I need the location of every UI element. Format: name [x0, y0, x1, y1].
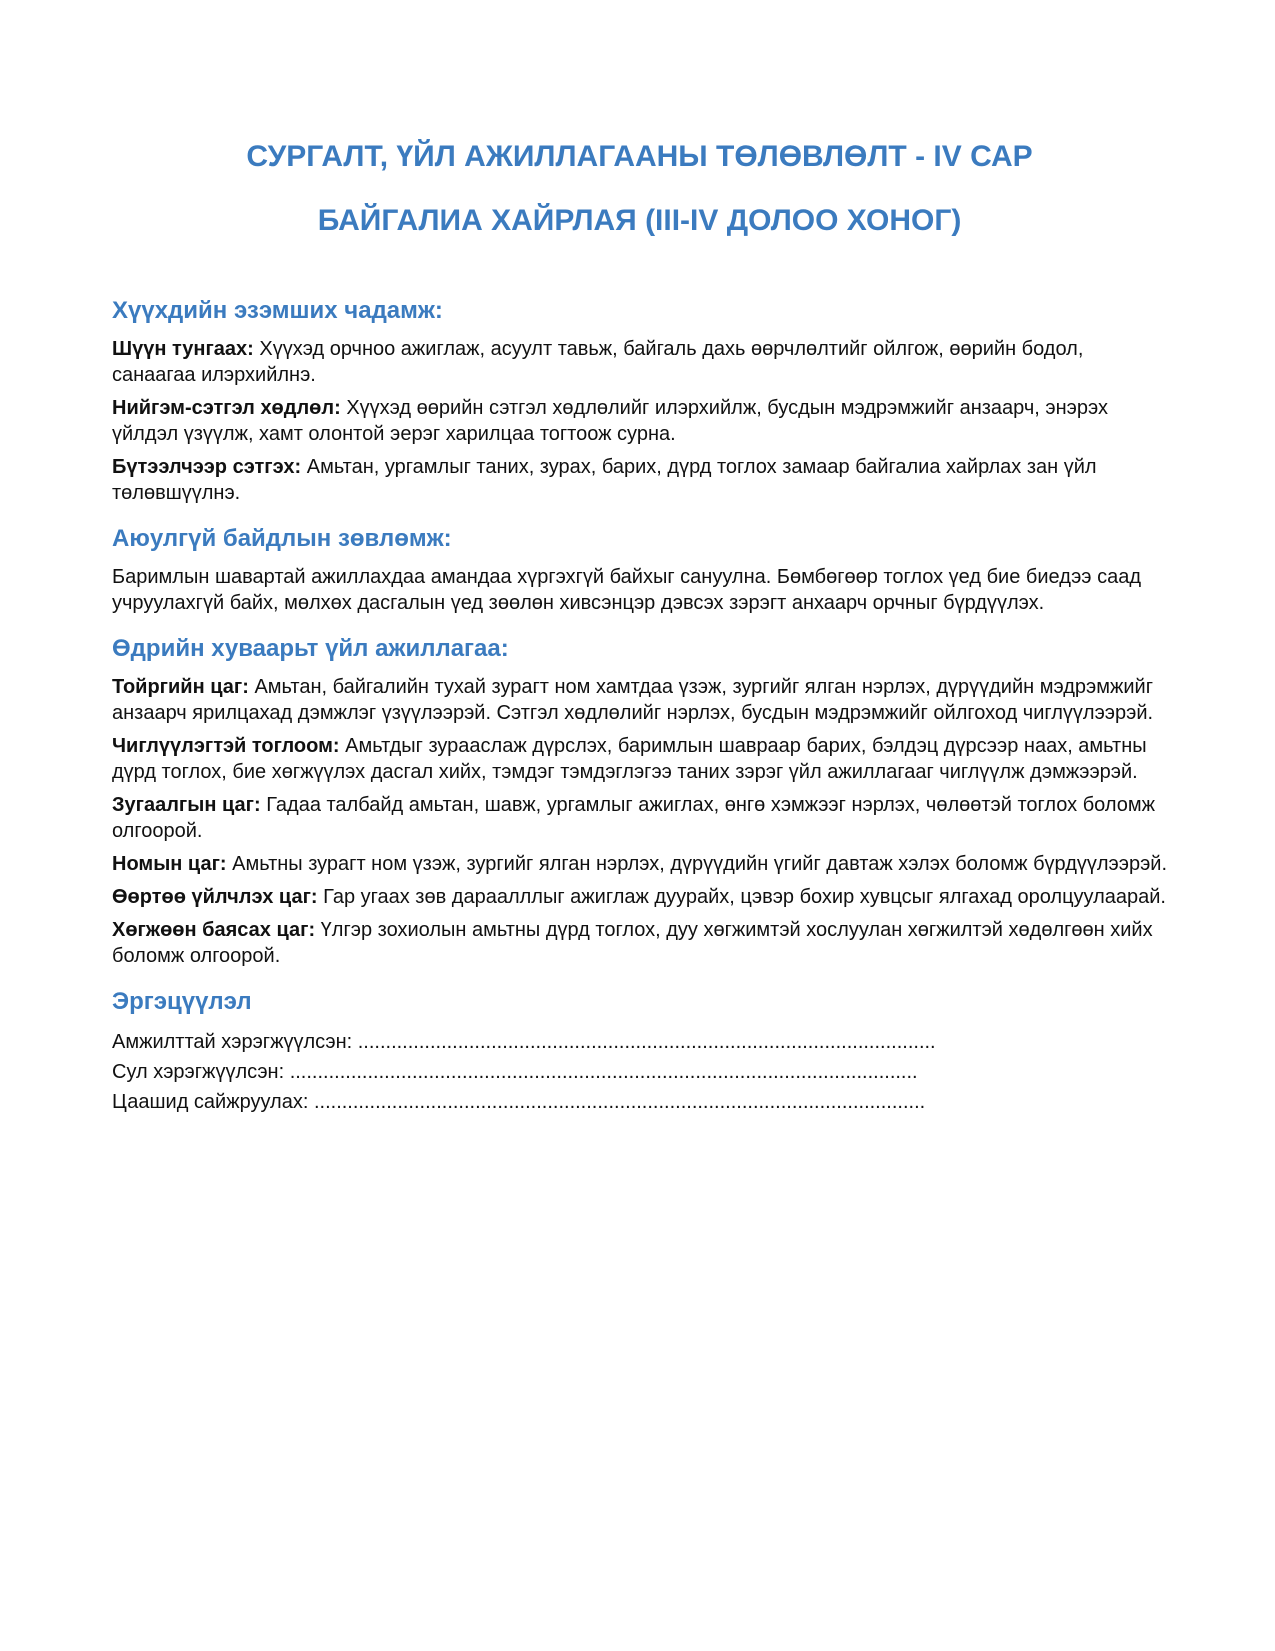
item-text: Амьтан, байгалийн тухай зурагт ном хамтдаа үзэж, зургийг ялган нэрлэх, дүрүүдийн мэдрэмжийг анзаарч ярилцахад дэмжлэг үзүүлээрэй. Сэтгэл хөдлөлийг нэрлэх, бусдын мэдрэмжийг ойлгоход чиглүүлээрэй. — [112, 676, 1154, 724]
daily-item — [112, 733, 1167, 785]
safety-text: Баримлын шавартай ажиллахдаа амандаа хүргэхгүй байхыг сануулна. Бөмбөгөөр тоглох үед бие биедээ саад учруулахгүй байх, мөлхөх дасгалын үед зөөлөн хивсэнцэр дэвсэх зэрэгт анхаарч орчныг бүрдүүлэх. — [112, 566, 1141, 614]
daily-item — [112, 851, 1167, 877]
item-label: Хөгжөөн баясах цаг: — [112, 919, 316, 941]
item-text: Хүүхэд өөрийн сэтгэл хөдлөлийг илэрхийлж, бусдын мэдрэмжийг анзаарч, энэрэх үйлдэл үзүүлж, хамт олонтой эерэг харилцаа тогтоож сурна. — [112, 397, 1108, 445]
evaluation-line: Сул хэрэгжүүлсэн: ................................................................................................................. — [112, 1061, 918, 1083]
item-label: Бүтээлчээр сэтгэх: — [112, 456, 302, 478]
item-text: Гар угаах зөв дараалллыг ажиглаж дуурайх, цэвэр бохир хувцсыг ялгахад оролцуулаарай. — [317, 886, 1166, 908]
daily-item — [112, 792, 1167, 844]
item-label: Өөртөө үйлчлэх цаг: — [112, 886, 318, 908]
daily-item — [112, 917, 1167, 969]
item-label: Чиглүүлэгтэй тоглоом: — [112, 735, 340, 757]
page-subtitle: БАЙГАЛИА ХАЙРЛАЯ (III-IV ДОЛОО ХОНОГ) — [317, 204, 962, 237]
item-text: Амьтны зурагт ном үзэж, зургийг ялган нэрлэх, дүрүүдийн үгийг давтаж хэлэх боломж бүрдүүлээрэй. — [226, 853, 1168, 875]
daily-item — [112, 884, 1167, 910]
competency-item — [112, 454, 1167, 506]
competency-item — [112, 395, 1167, 447]
item-text: Амьтан, ургамлыг таних, зурах, барих, дүрд тоглох замаар байгалиа хайрлах зан үйл төлөвшүүлнэ. — [112, 456, 1097, 504]
item-label: Номын цаг: — [112, 853, 227, 875]
daily-section — [112, 634, 1167, 969]
competency-item — [112, 336, 1167, 388]
evaluation-line: Цаашид сайжруулах: .............................................................................................................. — [112, 1091, 926, 1113]
daily-item — [112, 674, 1167, 726]
competency-section — [112, 296, 1167, 506]
item-label: Шүүн тунгаах: — [112, 338, 254, 360]
daily-heading: Өдрийн хуваарьт үйл ажиллагаа: — [112, 635, 509, 662]
safety-section — [112, 524, 1167, 616]
item-text: Амьтдыг зурааслаж дүрслэх, баримлын шавраар барих, бэлдэц дүрсээр наах, амьтны дүрд тоглох, бие хөгжүүлэх дасгал хийх, тэмдэг тэмдэглэгээ таних зэрэг үйл ажиллагааг чиглүүлж дэмжээрэй. — [112, 735, 1147, 783]
item-label: Зугаалгын цаг: — [112, 794, 261, 816]
competency-heading: Хүүхдийн эзэмших чадамж: — [112, 297, 443, 324]
item-label: Нийгэм-сэтгэл хөдлөл: — [112, 397, 341, 419]
safety-heading: Аюулгүй байдлын зөвлөмж: — [112, 525, 452, 552]
item-text: Хүүхэд орчноо ажиглаж, асуулт тавьж, байгаль дахь өөрчлөлтийг ойлгож, өөрийн бодол, санаагаа илэрхийлнэ. — [112, 338, 1084, 386]
evaluation-section — [112, 987, 1167, 1117]
evaluation-heading: Эргэцүүлэл — [112, 988, 252, 1015]
item-text: Үлгэр зохиолын амьтны дүрд тоглох, дуу хөгжимтэй хослуулан хөгжилтэй хөдөлгөөн хийх боломж олгоорой. — [112, 919, 1153, 967]
evaluation-line: Амжилттай хэрэгжүүлсэн: ........................................................................................................ — [112, 1031, 936, 1053]
page-title: СУРГАЛТ, ҮЙЛ АЖИЛЛАГААНЫ ТӨЛӨВЛӨЛТ - IV САР — [246, 140, 1033, 173]
document-content — [112, 296, 1167, 1135]
item-label: Тойргийн цаг: — [112, 676, 249, 698]
item-text: Гадаа талбайд амьтан, шавж, ургамлыг ажиглах, өнгө хэмжээг нэрлэх, чөлөөтэй тоглох боломж олгоорой. — [112, 794, 1156, 842]
